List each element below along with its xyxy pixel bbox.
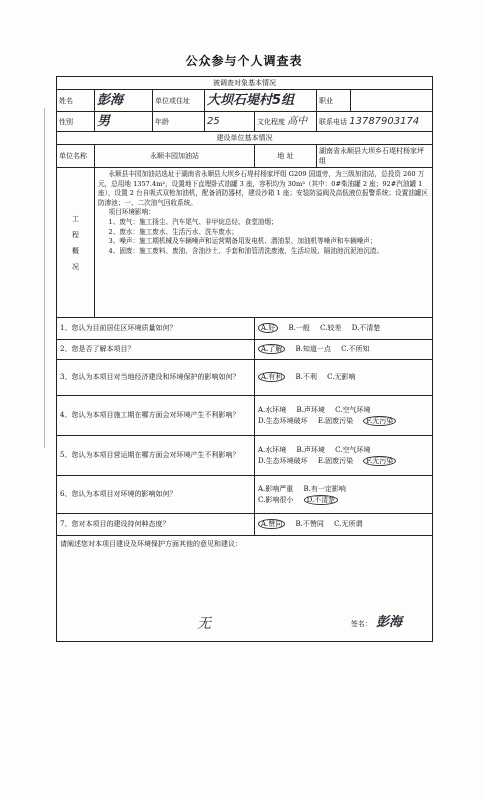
question-row-1 (57, 318, 433, 340)
opinion-cell (57, 536, 433, 642)
survey-sheet (56, 52, 432, 642)
phone-cell (317, 112, 433, 132)
sex-value[interactable]: 男 (95, 112, 153, 132)
phone-label: 联系电话 (319, 117, 347, 126)
signature-value[interactable]: 彭海 (376, 615, 403, 630)
workplace-value[interactable]: 大坝石堤村5组 (205, 90, 317, 112)
phone-value[interactable]: 13787903174 (349, 115, 420, 127)
job-label: 职业 (317, 90, 351, 112)
respondent-row-1 (57, 90, 433, 112)
job-value[interactable] (351, 90, 433, 112)
q4-option-a[interactable]: A.水环境 (258, 405, 287, 414)
q4-option-f[interactable]: F.无污染 (363, 416, 396, 426)
q1-option-a[interactable]: A.好 (258, 323, 278, 333)
sex-label: 性别 (57, 112, 95, 132)
q4-option-d[interactable]: D.生态环境破坏 (258, 416, 308, 425)
question-row-3 (57, 360, 433, 396)
question-7-options (255, 514, 433, 536)
q6-option-d[interactable]: D.不清楚 (304, 495, 339, 505)
q4-options-line-2 (258, 416, 429, 427)
q5-option-d[interactable]: D.生态环境破坏 (258, 456, 308, 465)
edu-value[interactable]: 高中 (287, 115, 308, 127)
question-row-5 (57, 436, 433, 476)
q5-options-line-2 (258, 456, 429, 467)
question-6-text: 6、您认为本项目对环境的影响如何？ (57, 476, 255, 514)
question-row-7 (57, 514, 433, 536)
survey-table (56, 76, 433, 642)
addr-value: 湖南省永顺县大坝乡石堤村杨家坪组 (317, 145, 433, 168)
q5-option-b[interactable]: B.声环境 (296, 445, 325, 454)
q5-options-line-1 (258, 445, 429, 456)
q4-option-c[interactable]: C.空气环境 (335, 405, 371, 414)
q3-option-a[interactable]: A.有利 (258, 372, 285, 382)
q2-option-a[interactable]: A.了解 (258, 344, 285, 354)
page-title: 公众参与个人调查表 (185, 54, 303, 68)
addr-label: 地 址 (255, 145, 317, 168)
question-2-options (255, 340, 433, 360)
opinion-answer[interactable]: 无 (197, 616, 211, 632)
opinion-prompt: 请阐述您对本项目建设及环境保护方面其他的意见和建议： (60, 540, 242, 548)
question-5-text: 5、您认为本项目营运期在哪方面会对环境产生不利影响？ (57, 436, 255, 476)
question-2-text: 2、您是否了解本项目？ (57, 340, 255, 360)
question-6-options (255, 476, 433, 514)
edu-cell (255, 112, 317, 132)
q4-option-e[interactable]: E.固废污染 (317, 416, 354, 425)
question-4-text: 4、您认为本项目施工期在哪方面会对环境产生不利影响？ (57, 396, 255, 436)
q2-option-b[interactable]: B.知道一点 (295, 345, 331, 353)
age-value[interactable]: 25 (205, 112, 255, 132)
q4-option-b[interactable]: B.声环境 (296, 405, 325, 414)
overview-para-5: 4、固废：施工废料、废油、含油沙土、手套和油管清洗废液、生活垃圾、隔油池沉泥池沉渣。 (108, 246, 384, 255)
workplace-label: 单位或住址 (153, 90, 205, 112)
q5-option-f[interactable]: F.无污染 (363, 456, 396, 466)
q3-option-b[interactable]: B.不利 (295, 373, 317, 381)
q1-option-d[interactable]: D.不清楚 (351, 324, 381, 332)
name-value[interactable]: 彭海 (95, 90, 153, 112)
respondent-row-2 (57, 112, 433, 132)
question-1-options (255, 318, 433, 340)
q6-options-line-2 (258, 495, 429, 506)
question-5-options (255, 436, 433, 476)
section-project (57, 132, 433, 145)
q3-option-c[interactable]: C.无影响 (327, 373, 356, 381)
q5-option-c[interactable]: C.空气环境 (335, 445, 371, 454)
overview-label-text: 工程概况 (72, 214, 79, 271)
q6-option-b[interactable]: B.有一定影响 (303, 484, 346, 493)
q1-option-b[interactable]: B.一般 (288, 324, 310, 332)
age-label: 年龄 (153, 112, 205, 132)
q7-option-b[interactable]: B.不赞同 (295, 520, 324, 528)
overview-para-0: 永顺县丰园加油站选址于湖南省永顺县大坝乡石堤村杨家坪组 G209 国道旁，为三级加油站，总投资 260 万元，总用地 1357.4m²，设置地下直埋卧式油罐 3 座，容积均为 30m³（其中：0#柴油罐 2 座；92#汽油罐 1 座），设置 2 台自吸式双枪加油机，配备消防器材，建设沙箱 1 座；安装防溢阀及高低液位报警系统；设置油罐区防渗池；一、二次油气回收系统。 (98, 170, 428, 207)
q6-options-line-1 (258, 484, 429, 495)
question-4-options (255, 396, 433, 436)
question-7-text: 7、您对本项目的建设持何种态度？ (57, 514, 255, 536)
q7-option-c[interactable]: C.无所谓 (334, 520, 363, 528)
q4-options-line-1 (258, 405, 429, 416)
project-row (57, 145, 433, 168)
question-3-text: 3、您认为本项目对当地经济建设和环境保护的影响如何？ (57, 360, 255, 396)
question-1-text: 1、您认为目前居住区环境质量如何？ (57, 318, 255, 340)
staple-mark (44, 108, 45, 448)
question-row-2 (57, 340, 433, 360)
q2-option-c[interactable]: C.不所知 (341, 345, 370, 353)
section-project-title: 建设单位基本情况 (57, 132, 433, 145)
unit-label: 单位名称 (57, 145, 95, 168)
overview-para-1: 项目环境影响： (108, 208, 155, 217)
overview-para-3: 2、废水：施工废水、生活污水、洗车废水； (108, 227, 239, 236)
signature-area (351, 616, 402, 629)
signature-label: 签名： (350, 620, 372, 628)
unit-value: 永顺丰园加油站 (95, 145, 255, 168)
q5-option-e[interactable]: E.固废污染 (317, 456, 354, 465)
overview-row (57, 168, 433, 318)
q6-option-a[interactable]: A.影响严重 (258, 484, 294, 493)
question-row-6 (57, 476, 433, 514)
overview-para-4: 3、噪声：施工期机械及车辆噪声和运营期备用发电机、潜油泵、加油机等噪声和车辆噪声； (108, 237, 377, 246)
q6-option-c[interactable]: C.影响很小 (258, 495, 294, 504)
q1-option-c[interactable]: C.较差 (320, 324, 342, 332)
overview-label (57, 168, 95, 318)
overview-text (95, 168, 433, 318)
section-respondent-title: 被调查对象基本情况 (57, 77, 433, 90)
q7-option-a[interactable]: A.赞同 (258, 519, 285, 529)
q5-option-a[interactable]: A.水环境 (258, 445, 287, 454)
opinion-row (57, 536, 433, 642)
question-3-options (255, 360, 433, 396)
name-label: 姓名 (57, 90, 95, 112)
section-respondent (57, 77, 433, 90)
overview-para-2: 1、废气：施工扬尘、汽车尾气、非甲烷总烃、食堂油烟； (108, 217, 278, 226)
edu-label: 文化程度 (257, 117, 285, 126)
question-row-4 (57, 396, 433, 436)
